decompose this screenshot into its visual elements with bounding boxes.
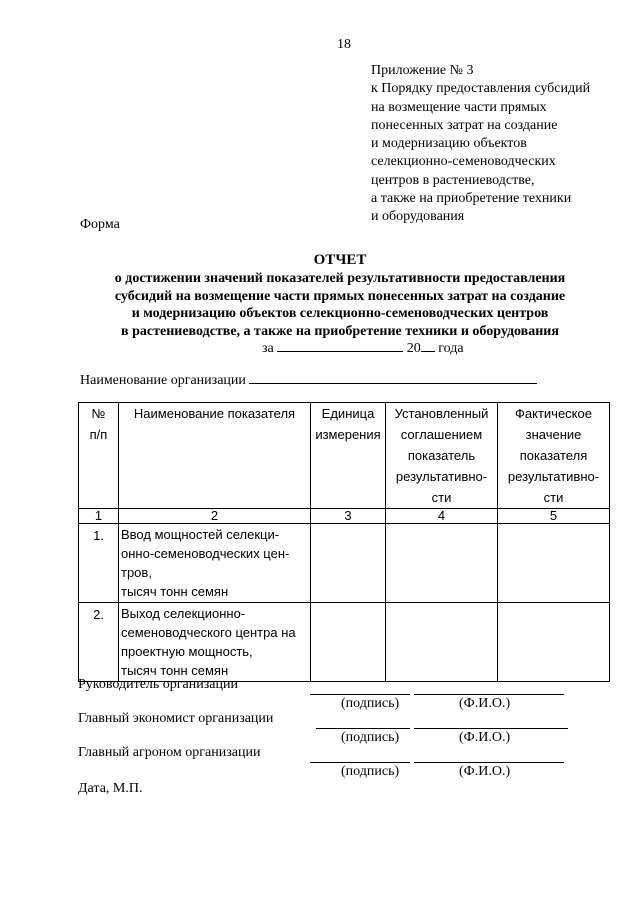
- planned-value-cell[interactable]: [386, 603, 498, 682]
- header-unit: [311, 403, 386, 509]
- report-title-block: [60, 250, 620, 340]
- fio-caption: (Ф.И.О.): [459, 730, 511, 745]
- signature-label-director: Руководитель организации: [78, 677, 238, 692]
- header-line: Наименование показателя: [133, 406, 296, 421]
- column-number: 3: [311, 509, 386, 524]
- appendix-line: понесенных затрат на создание: [371, 117, 558, 133]
- appendix-header: [371, 62, 590, 227]
- fio-line-agronomist[interactable]: [414, 762, 564, 763]
- header-line: сти: [431, 490, 452, 505]
- signature-line-agronomist[interactable]: [310, 762, 410, 763]
- signature-caption: (подпись): [341, 730, 400, 745]
- indicator-name: [119, 603, 311, 682]
- row-number: 1.: [79, 524, 119, 603]
- header-line: Фактическое: [515, 406, 592, 421]
- indicator-line: Выход селекционно-: [121, 606, 246, 621]
- report-title: ОТЧЕТ: [313, 252, 367, 268]
- period-blank[interactable]: [277, 339, 403, 352]
- header-line: измерения: [315, 427, 381, 442]
- table-row: [79, 603, 610, 682]
- unit-cell[interactable]: [311, 603, 386, 682]
- header-line: соглашением: [400, 427, 483, 442]
- header-line: значение: [525, 427, 582, 442]
- header-line: сти: [543, 490, 564, 505]
- fio-caption: (Ф.И.О.): [459, 764, 511, 779]
- organization-label: Наименование организации: [80, 373, 246, 388]
- report-subtitle-line: и модернизацию объектов селекционно-семеноводческих центров: [131, 306, 549, 322]
- fio-line-economist[interactable]: [414, 728, 568, 729]
- date-stamp-label: Дата, М.П.: [78, 781, 143, 796]
- appendix-line: к Порядку предоставления субсидий: [371, 81, 591, 97]
- signature-label-economist: Главный экономист организации: [78, 711, 274, 726]
- signature-caption: (подпись): [341, 764, 400, 779]
- report-subtitle-line: в растениеводстве, а также на приобретение техники и оборудования: [121, 323, 559, 339]
- form-label: Форма: [80, 217, 120, 232]
- header-line: результативно-: [395, 469, 488, 484]
- appendix-line: и оборудования: [371, 209, 465, 225]
- period-year-prefix: 20: [406, 341, 421, 356]
- organization-blank[interactable]: [249, 371, 537, 384]
- header-line: №: [91, 406, 106, 421]
- report-table: [78, 402, 610, 682]
- appendix-line: на возмещение части прямых: [371, 99, 547, 115]
- indicator-line: проектную мощность,: [121, 644, 253, 659]
- actual-value-cell[interactable]: [498, 603, 610, 682]
- header-line: Установленный: [394, 406, 489, 421]
- column-number: 5: [498, 509, 610, 524]
- header-actual-value: [498, 403, 610, 509]
- period-prefix: за: [262, 341, 274, 356]
- column-number: 4: [386, 509, 498, 524]
- table-header-row: [79, 403, 610, 509]
- year-blank[interactable]: [421, 339, 435, 352]
- signature-caption: (подпись): [341, 696, 400, 711]
- column-number: 2: [119, 509, 311, 524]
- indicator-line: тров,: [121, 565, 152, 580]
- header-line: показатель: [407, 448, 476, 463]
- appendix-line: центров в растениеводстве,: [371, 172, 535, 188]
- planned-value-cell[interactable]: [386, 524, 498, 603]
- header-line: п/п: [89, 427, 108, 442]
- row-number: 2.: [79, 603, 119, 682]
- report-subtitle-line: о достижении значений показателей результативности предоставления: [114, 271, 566, 286]
- report-subtitle-line: субсидий на возмещение части прямых понесенных затрат на создание: [114, 288, 566, 304]
- period-suffix: года: [438, 341, 464, 356]
- indicator-line: тысяч тонн семян: [121, 584, 229, 599]
- appendix-line: Приложение № 3: [371, 63, 474, 78]
- column-number-row: [79, 509, 610, 524]
- appendix-line: селекционно-семеноводческих: [371, 154, 556, 170]
- appendix-line: а также на приобретение техники: [371, 191, 572, 207]
- fio-line-director[interactable]: [414, 694, 564, 695]
- signature-line-economist[interactable]: [316, 728, 410, 729]
- header-number: [79, 403, 119, 509]
- signature-line-director[interactable]: [310, 694, 410, 695]
- signature-label-agronomist: Главный агроном организации: [78, 745, 261, 760]
- actual-value-cell[interactable]: [498, 524, 610, 603]
- page-number: 18: [337, 37, 351, 52]
- indicator-line: тысяч тонн семян: [121, 663, 229, 678]
- fio-caption: (Ф.И.О.): [459, 696, 511, 711]
- indicator-line: семеноводческого центра на: [121, 625, 296, 640]
- indicator-line: онно-семеноводческих цен-: [121, 546, 290, 561]
- indicator-line: Ввод мощностей селекци-: [121, 527, 280, 542]
- header-line: показателя: [519, 448, 588, 463]
- appendix-line: и модернизацию объектов: [371, 136, 527, 152]
- header-indicator-name: [119, 403, 311, 509]
- header-line: результативно-: [507, 469, 600, 484]
- column-number: 1: [79, 509, 119, 524]
- unit-cell[interactable]: [311, 524, 386, 603]
- header-planned-value: [386, 403, 498, 509]
- indicator-name: [119, 524, 311, 603]
- organization-name-row: [80, 371, 537, 389]
- header-line: Единица: [321, 406, 375, 421]
- report-period: [262, 339, 464, 357]
- table-row: [79, 524, 610, 603]
